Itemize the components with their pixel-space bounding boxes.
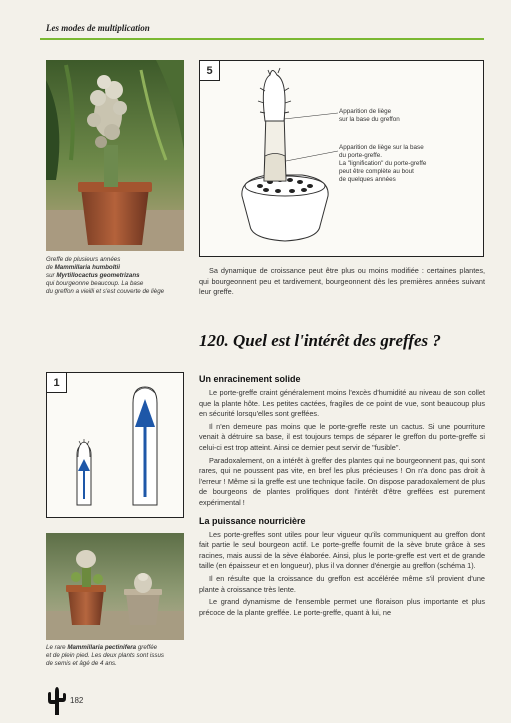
annotation-liege-greffon [339, 108, 400, 124]
caption-line [46, 272, 186, 280]
photo-top-caption [46, 256, 186, 296]
caption-line: qui bourgeonne beaucoup. La base [46, 280, 144, 288]
photo-mammillaria-pectinifera [46, 533, 184, 640]
paragraph: Le grand dynamisme de l'ensemble permet une floraison plus importante et plus précoce de la plante greffée. Le porte-greffe, quant à lui, ne [199, 597, 485, 617]
caption-text: de [46, 264, 55, 272]
paragraph: Paradoxalement, on a intérêt à greffer des plantes qui ne bourgeonnent pas, qui sont rares, qui ne poussent pas vite, en bref les plus précieuses ! On n'a donc pas droit à l'erreur ! Même si la greffe est une technique facile. On dispose paradoxalement de plus de bourgeons de plantes prolifiques dont l'intérêt d'être greffées est purement expérimental ! [199, 455, 485, 507]
running-title: Les modes de multiplication [46, 23, 150, 33]
intro-paragraph: Sa dynamique de croissance peut être plus ou moins modifiée : certaines plantes, qui bourgeonnent peu et tardivement, bourgeonnent dès les premières années suivant leur greffe. [199, 266, 485, 297]
figure-1-drawing [47, 373, 185, 519]
section-title: 120. Quel est l'intérêt des greffes ? [199, 331, 441, 350]
photo-grafted-mammillaria [46, 60, 184, 251]
header-rule [40, 38, 484, 40]
caption-text: greffée [136, 644, 158, 651]
annotation-line: La "lignification" du porte-greffe [339, 160, 427, 168]
subheading-puissance: La puissance nourricière [199, 515, 306, 526]
section-body [199, 374, 485, 618]
caption-line [46, 264, 186, 272]
annotation-line: du porte-greffe. [339, 152, 382, 160]
figure-1-number: 1 [47, 373, 67, 393]
paragraph: Il n'en demeure pas moins que le porte-greffe reste un cactus. Si une pourriture venait à détruire sa base, il est toujours temps de séparer le greffon du porte-greffe si celui-ci est trop atteint. Ainsi ce dernier peut servir de "fusible". [199, 421, 485, 452]
paragraph: Le porte-greffe craint généralement moins l'excès d'humidité au niveau de son collet que la plante hôte. Les petites cactées, fragiles de ce point de vue, sont beaucoup plus en sécurité lorsqu'elles sont greffées. [199, 388, 485, 419]
photo-bottom-caption [46, 644, 186, 668]
caption-species: Mammillaria pectinifera [67, 644, 137, 651]
caption-species: Mammillaria humboltii [54, 264, 120, 272]
puissance-text [199, 530, 485, 619]
caption-line [46, 644, 186, 652]
annotation-line: Apparition de liège sur la base [339, 144, 424, 151]
caption-species: Myrtillocactus geometrizans [56, 272, 140, 280]
figure-5-number: 5 [200, 61, 220, 81]
subheading-enracinement: Un enracinement solide [199, 374, 301, 384]
enracinement-text [199, 388, 485, 509]
caption-line: de semis et âgé de 4 ans. [46, 660, 117, 668]
page-number: 182 [70, 696, 84, 705]
caption-text: Le rare [46, 644, 68, 651]
annotation-line: sur la base du greffon [339, 116, 400, 124]
annotation-line: peut être complète au bout [339, 168, 414, 176]
paragraph: Les porte-greffes sont utiles pour leur vigueur qu'ils communiquent au greffon dont fait partie le seul bourgeon actif. Le porte-greffe fournit de la sève brute grâce à ses racines, mais aussi de la sève élaborée. Ainsi, plus le porte-greffe est vert et de grande taille (en épaisseur et en longueur), plus il va donner d'énergie au greffon (schéma 1). [199, 529, 485, 571]
caption-text: sur [46, 272, 57, 280]
caption-line: et de plein pied. Les deux plants sont issus [46, 652, 164, 660]
annotation-line: de quelques années [339, 176, 396, 184]
annotation-liege-porte-greffe [339, 144, 426, 184]
figure-1-box [46, 372, 184, 518]
figure-5-box [199, 60, 484, 257]
caption-line: Greffe de plusieurs années [46, 256, 121, 263]
annotation-line: Apparition de liège [339, 108, 392, 115]
paragraph: Il en résulte que la croissance du greffon est accélérée même s'il provient d'une plante à croissance très lente. [199, 573, 485, 594]
cactus-icon [46, 686, 68, 716]
caption-line: du greffon a vieilli et s'est couverte de liège [46, 288, 165, 296]
